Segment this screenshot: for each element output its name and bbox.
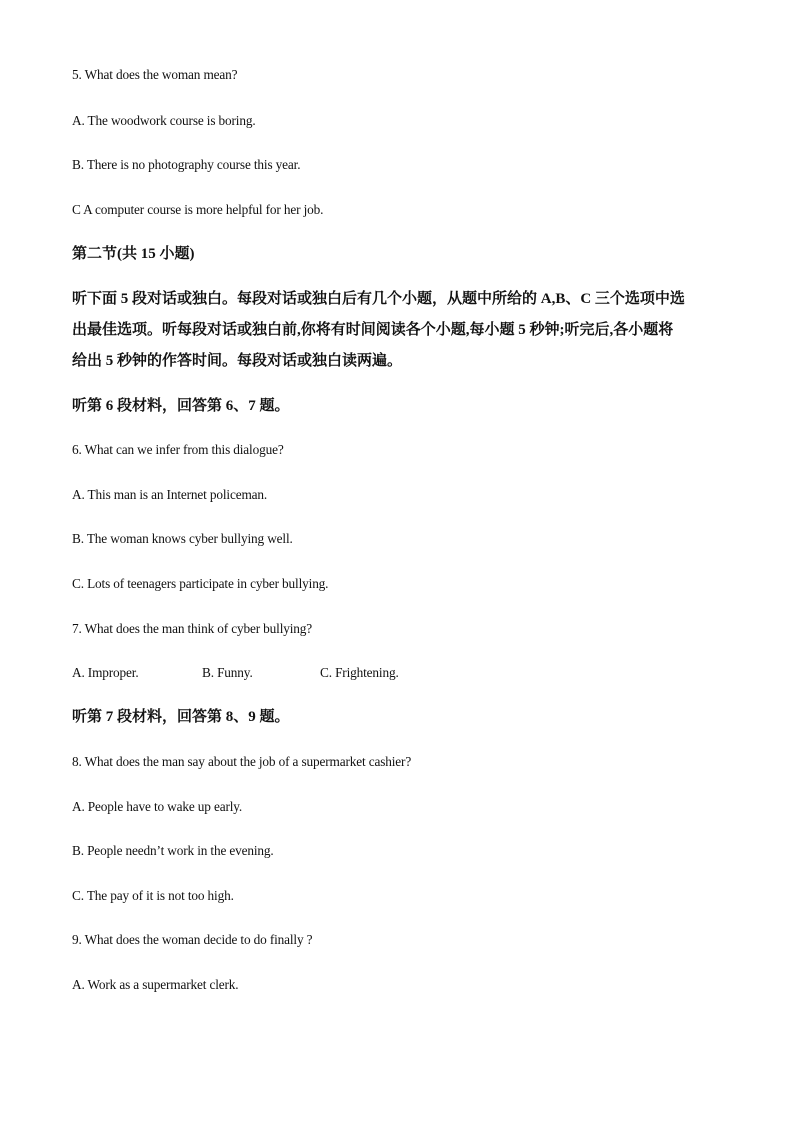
- q8-option-a: A. People have to wake up early.: [72, 799, 243, 814]
- q5-option-a: A. The woodwork course is boring.: [72, 113, 256, 128]
- q8-question: 8. What does the man say about the job of a supermarket cashier?: [72, 754, 412, 769]
- q6-option-a: A. This man is an Internet policeman.: [72, 487, 268, 502]
- q9-question: 9. What does the woman decide to do finally ?: [72, 932, 313, 947]
- section2-instructions-line-1: 听下面 5 段对话或独白。每段对话或独白后有几个小题，从题中所给的 A,B、C 三个选项中选: [72, 291, 685, 307]
- q5-option-b: B. There is no photography course this year.: [72, 157, 301, 172]
- q7-option-c: C. Frightening.: [320, 665, 399, 680]
- part6-heading: 听第 6 段材料，回答第 6、7 题。: [72, 398, 290, 414]
- q6-option-c: C. Lots of teenagers participate in cyber bullying.: [72, 576, 329, 591]
- q5-option-c: C A computer course is more helpful for her job.: [72, 202, 324, 217]
- part7-heading: 听第 7 段材料，回答第 8、9 题。: [72, 709, 290, 725]
- q9-option-a: A. Work as a supermarket clerk.: [72, 977, 239, 992]
- q7-option-a: A. Improper.: [72, 665, 139, 680]
- section2-instructions-line-2: 出最佳选项。听每段对话或独白前,你将有时间阅读各个小题,每小题 5 秒钟;听完后,各小题将: [72, 322, 674, 338]
- q5-question: 5. What does the woman mean?: [72, 67, 238, 82]
- q7-question: 7. What does the man think of cyber bullying?: [72, 621, 313, 636]
- section2-title: 第二节(共 15 小题): [72, 246, 195, 262]
- section2-instructions-line-3: 给出 5 秒钟的作答时间。每段对话或独白读两遍。: [72, 353, 403, 369]
- q8-option-c: C. The pay of it is not too high.: [72, 888, 234, 903]
- q6-question: 6. What can we infer from this dialogue?: [72, 442, 284, 457]
- q8-option-b: B. People needn’t work in the evening.: [72, 843, 274, 858]
- q7-option-b: B. Funny.: [202, 665, 253, 680]
- q6-option-b: B. The woman knows cyber bullying well.: [72, 531, 293, 546]
